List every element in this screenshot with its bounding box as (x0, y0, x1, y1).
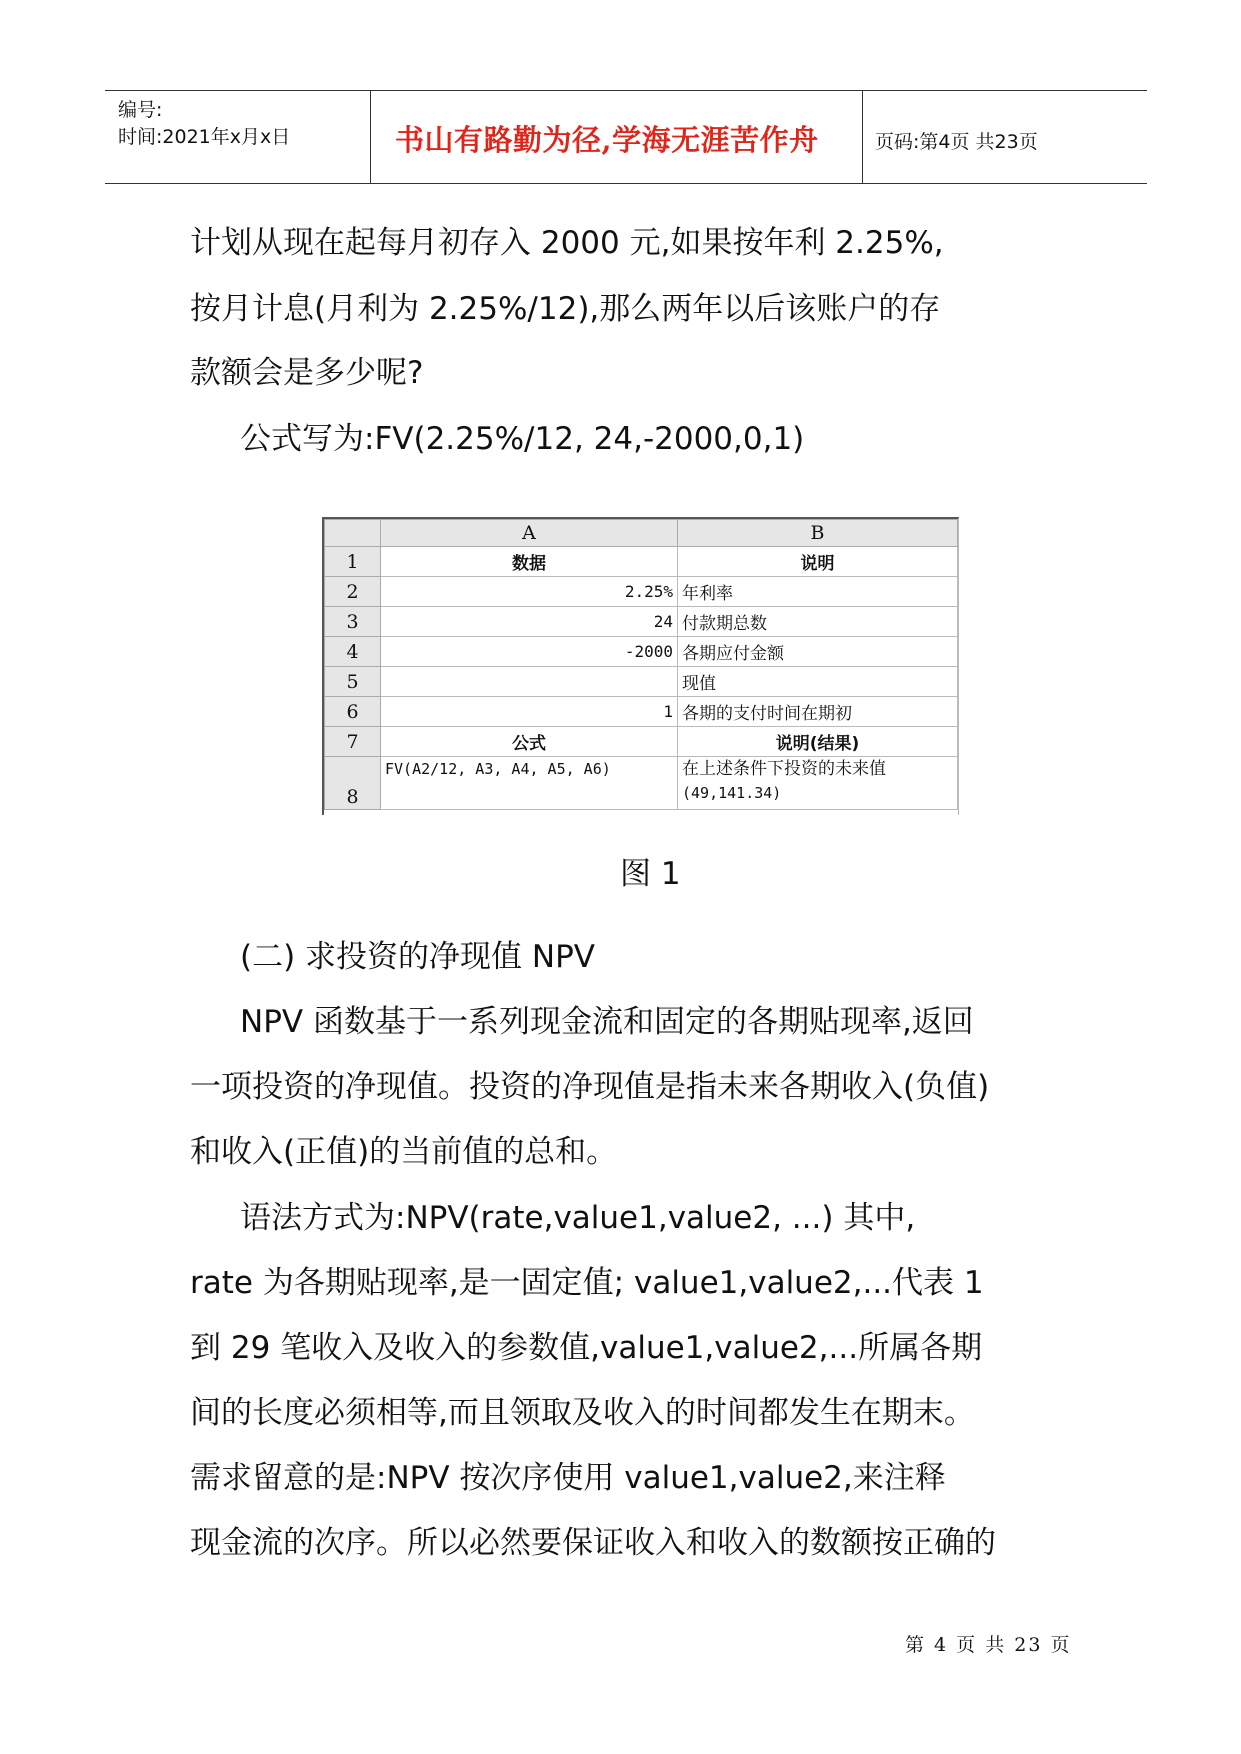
header-divider-left (370, 90, 371, 183)
body-line: 一项投资的净现值。投资的净现值是指未来各期收入(负值) (190, 1069, 990, 1105)
corner-cell (325, 520, 381, 547)
header-top-rule (105, 90, 1147, 91)
header-page-label: 页码:第4页 共23页 (875, 131, 1038, 153)
cell-a3: 24 (381, 607, 678, 637)
body-line: 现金流的次序。所以必然要保证收入和收入的数额按正确的 (190, 1525, 996, 1561)
body-line: 和收入(正值)的当前值的总和。 (190, 1134, 618, 1170)
table-row (325, 667, 958, 697)
row-header: 3 (325, 607, 381, 637)
cell-b5: 现值 (678, 667, 958, 697)
header-motto: 书山有路勤为径,学海无涯苦作舟 (395, 123, 819, 157)
section-heading: (二) 求投资的净现值 NPV (240, 939, 595, 975)
cell-b8-text: 在上述条件下投资的未来值 (682, 759, 886, 779)
spreadsheet-table (324, 519, 958, 810)
body-line: NPV 函数基于一系列现金流和固定的各期贴现率,返回 (240, 1004, 974, 1040)
body-line: 到 29 笔收入及收入的参数值,value1,value2,...所属各期 (190, 1330, 983, 1366)
header-time-label: 时间:2021年x月x日 (118, 126, 291, 148)
row-header: 6 (325, 697, 381, 727)
cell-b4: 各期应付金额 (678, 637, 958, 667)
body-line: 语法方式为:NPV(rate,value1,value2, ...) 其中, (240, 1200, 916, 1236)
cell-b2: 年利率 (678, 577, 958, 607)
table-row (325, 637, 958, 667)
table-row (325, 697, 958, 727)
table-row (325, 547, 958, 577)
cell-a6: 1 (381, 697, 678, 727)
cell-a1: 数据 (381, 547, 678, 577)
cell-a2: 2.25% (381, 577, 678, 607)
cell-a8: FV(A2/12, A3, A4, A5, A6) (381, 757, 678, 810)
cell-b3: 付款期总数 (678, 607, 958, 637)
column-header-b: B (678, 520, 958, 547)
cell-a4: -2000 (381, 637, 678, 667)
cell-b1: 说明 (678, 547, 958, 577)
column-header-a: A (381, 520, 678, 547)
header-bottom-rule (105, 183, 1147, 184)
page-footer: 第 4 页 共 23 页 (905, 1634, 1072, 1656)
header-number-label: 编号: (118, 99, 163, 121)
table-row (325, 577, 958, 607)
spreadsheet-figure (322, 517, 959, 815)
body-line: 款额会是多少呢? (190, 355, 424, 391)
body-line: 计划从现在起每月初存入 2000 元,如果按年利 2.25%, (190, 225, 944, 261)
row-header: 4 (325, 637, 381, 667)
cell-b8-result: (49,141.34) (682, 784, 782, 802)
cell-b7: 说明(结果) (678, 727, 958, 757)
column-header-row (325, 520, 958, 547)
header-divider-right (862, 90, 863, 183)
row-header: 8 (325, 757, 381, 810)
cell-a7: 公式 (381, 727, 678, 757)
table-row (325, 757, 958, 810)
cell-b6: 各期的支付时间在期初 (678, 697, 958, 727)
row-header: 2 (325, 577, 381, 607)
body-line: rate 为各期贴现率,是一固定值; value1,value2,...代表 1 (190, 1265, 984, 1301)
cell-a5 (381, 667, 678, 697)
figure-caption: 图 1 (620, 856, 681, 892)
row-header: 7 (325, 727, 381, 757)
body-line: 需求留意的是:NPV 按次序使用 value1,value2,来注释 (190, 1460, 946, 1496)
row-header: 5 (325, 667, 381, 697)
formula-line: 公式写为:FV(2.25%/12, 24,-2000,0,1) (240, 421, 805, 457)
body-line: 按月计息(月利为 2.25%/12),那么两年以后该账户的存 (190, 291, 941, 327)
body-line: 间的长度必须相等,而且领取及收入的时间都发生在期末。 (190, 1395, 975, 1431)
row-header: 1 (325, 547, 381, 577)
table-row (325, 727, 958, 757)
cell-b8 (678, 757, 958, 810)
table-row (325, 607, 958, 637)
